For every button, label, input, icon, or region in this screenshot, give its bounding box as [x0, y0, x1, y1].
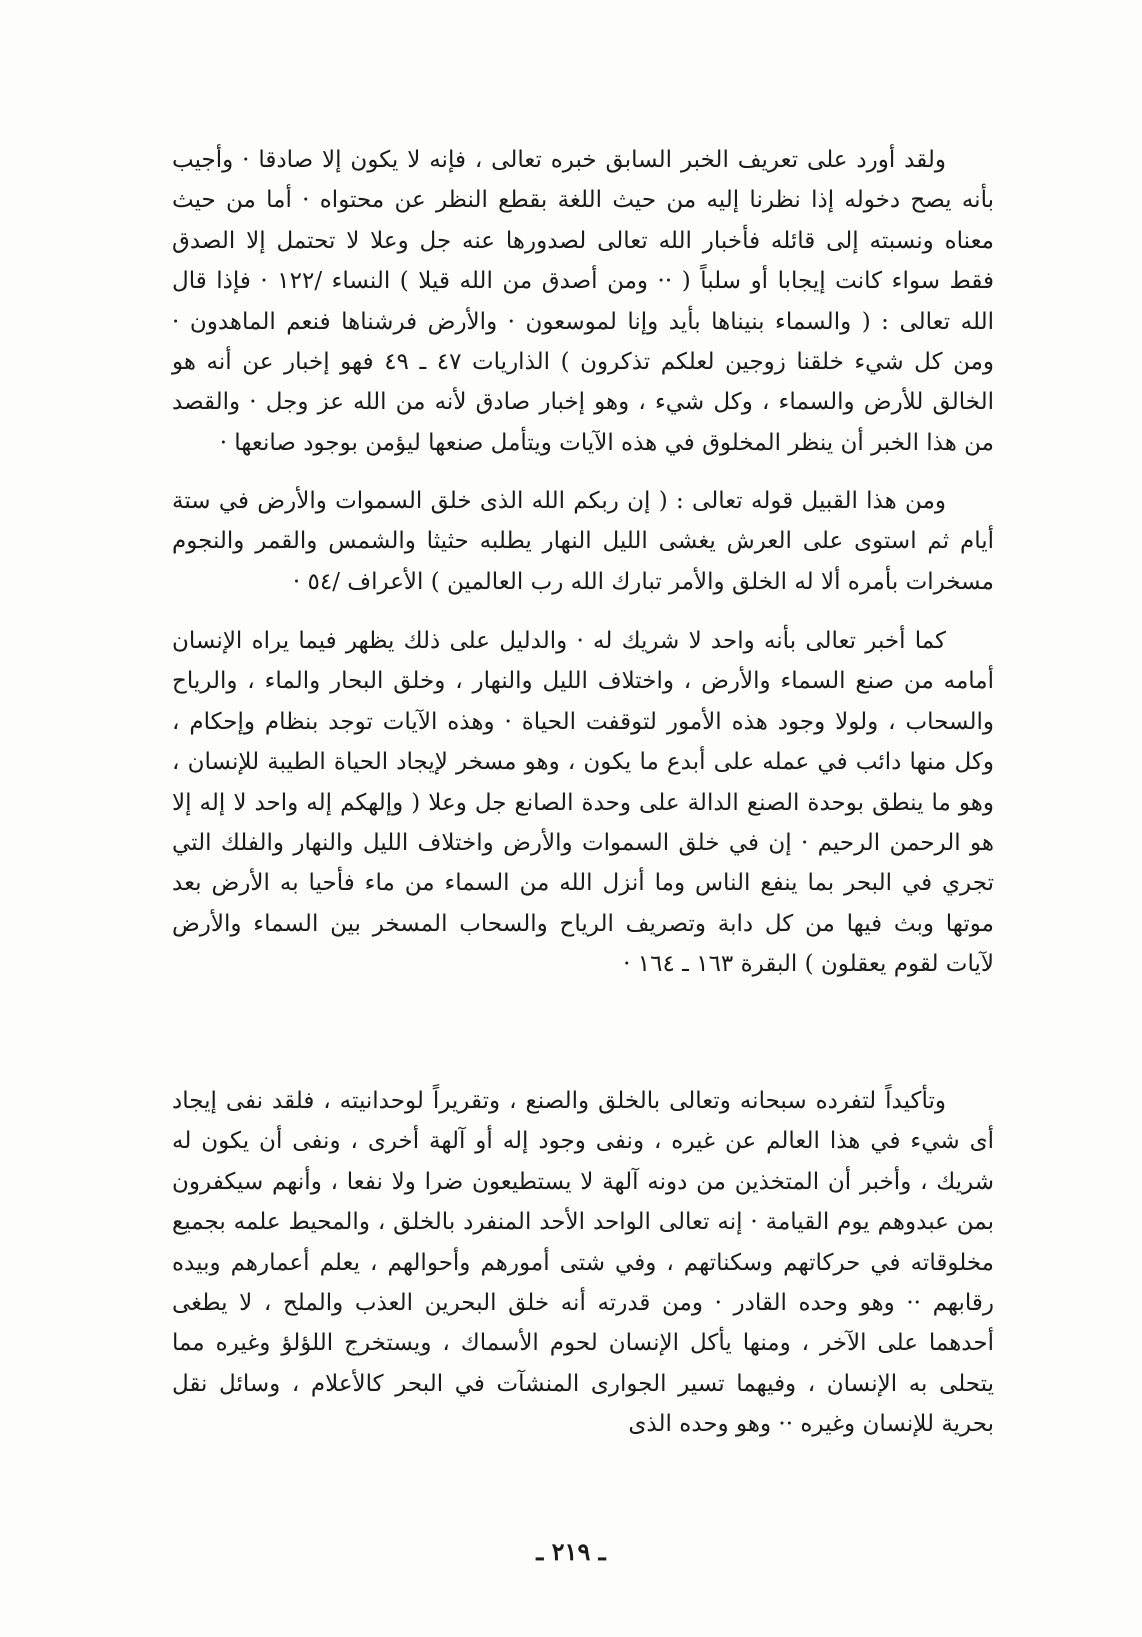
paragraph-4-text: وتأكيداً لتفرده سبحانه وتعالى بالخلق والصنع ، وتقريراً لوحدانيته ، فلقد نفى إيجاد أى شيء في هذا العالم عن غيره ، ونفى وجود إله أو آلهة أخرى ، ونفى أن يكون له شريك ، وأخبر أن المتخذين من دونه آلهة لا يستطيعون ضرا ولا نفعا ، وأنهم سيكفرون بمن عبدوهم يوم القيامة · إنه تعالى الواحد الأحد المنفرد بالخلق ، والمحيط علمه بجميع مخلوقاته في حركاتهم وسكناتهم ، وفي شتى أمورهم وأحوالهم ، يعلم أعمارهم وبيده رقابهم ·· وهو وحده القادر · ومن قدرته أنه خلق البحرين العذب والملح ، لا يطغى أحدهما على الآخر ، ومنها يأكل الإنسان لحوم الأسماك ، ويستخرج اللؤلؤ وغيره مما يتحلى به الإنسان ، وفيهما تسير الجوارى المنشآت في البحر كالأعلام ، وسائل نقل بحرية للإنسان وغيره ·· وهو وحده الذى [172, 1088, 994, 1438]
paragraph-1-text: ولقد أورد على تعريف الخبر السابق خبره تعالى ، فإنه لا يكون إلا صادقا · وأجيب بأنه يصح دخوله إذا نظرنا إليه من حيث اللغة بقطع النظر عن محتواه · أما من حيث معناه ونسبته إلى قائله فأخبار الله تعالى لصدورها عنه جل وعلا لا تحتمل إلا الصدق فقط سواء كانت إيجابا أو سلباً ( ·· ومن أصدق من الله قيلا ) النساء /١٢٢ · فإذا قال الله تعالى : ( والسماء بنيناها بأيد وإنا لموسعون · والأرض فرشناها فنعم الماهدون · ومن كل شيء خلقنا زوجين لعلكم تذكرون ) الذاريات ٤٧ ـ ٤٩ فهو إخبار عن أنه هو الخالق للأرض والسماء ، وكل شيء ، وهو إخبار صادق لأنه من الله عز وجل · والقصد من هذا الخبر أن ينظر المخلوق في هذه الآيات ويتأمل صنعها ليؤمن بوجود صانعها · [172, 147, 995, 456]
paragraph-3-text: كما أخبر تعالى بأنه واحد لا شريك له · والدليل على ذلك يظهر فيما يراه الإنسان أمامه من صنع السماء والأرض ، واختلاف الليل والنهار ، وخلق البحار والماء ، والرياح والسحاب ، ولولا وجود هذه الأمور لتوقفت الحياة · وهذه الآيات توجد بنظام وإحكام ، وكل منها دائب في عمله على أبدع ما يكون ، وهو مسخر لإيجاد الحياة الطيبة للإنسان ، وهو ما ينطق بوحدة الصنع الدالة على وحدة الصانع جل وعلا ( وإلهكم إله واحد لا إله إلا هو الرحمن الرحيم · إن في خلق السموات والأرض واختلاف الليل والنهار والفلك التي تجري في البحر بما ينفع الناس وما أنزل الله من السماء من ماء فأحيا به الأرض بعد موتها وبث فيها من كل دابة وتصريف الرياح والسحاب المسخر بين السماء والأرض لآيات لقوم يعقلون ) البقرة ١٦٣ ـ ١٦٤ · [172, 628, 994, 978]
paragraph-2 [172, 481, 994, 602]
page-number: ـ ٢١٩ ـ [536, 1537, 606, 1566]
paragraph-2-text: ومن هذا القبيل قوله تعالى : ( إن ربكم الله الذى خلق السموات والأرض في ستة أيام ثم استوى على العرش يغشى الليل النهار يطلبه حثيثا والشمس والقمر والنجوم مسخرات بأمره ألا له الخلق والأمر تبارك الله رب العالمين ) الأعراف /٥٤ · [172, 488, 994, 595]
paragraph-4 [172, 1081, 994, 1445]
paragraph-1 [172, 140, 994, 463]
paragraph-3 [172, 621, 994, 985]
